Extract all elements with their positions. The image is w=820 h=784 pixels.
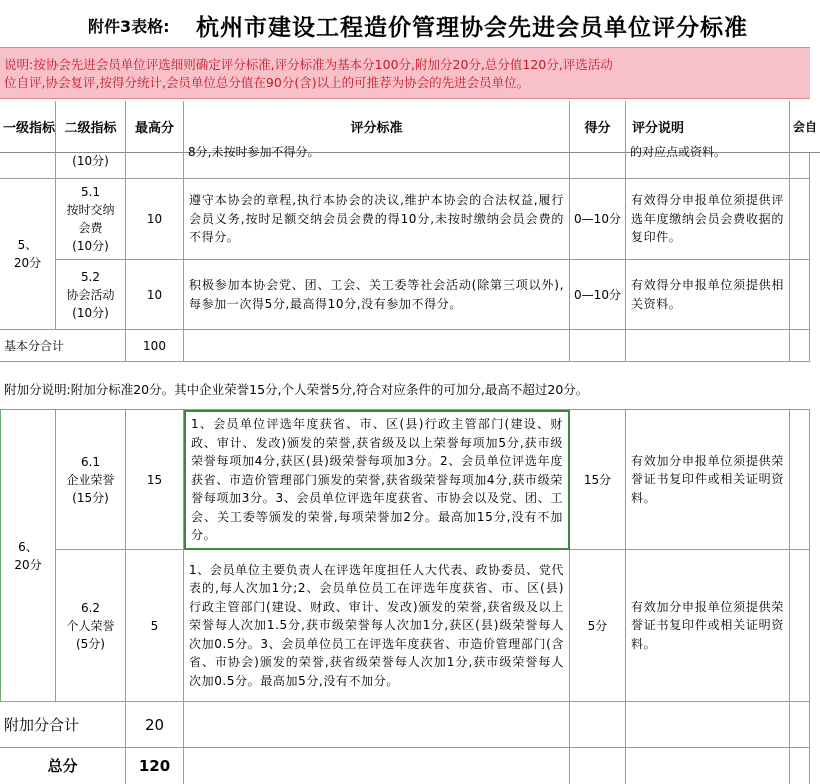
- level2-cell-6-2[interactable]: 6.2 个人荣誉 (5分): [56, 550, 126, 702]
- grand-total-criteria[interactable]: [184, 748, 570, 784]
- title-prefix: 附件3表格:: [88, 17, 170, 36]
- criteria-cell-6-1[interactable]: 1、会员单位评选年度获省、市、区(县)行政主管部门(建设、财政、审计、发改)颁发的荣誉,获省级及以上荣誉每项加5分,获市级荣誉每项加4分,获区(县)级荣誉每项加3分。2、会员单位评选年度获省、市造价管理部门颁发的荣誉,获省级荣誉每项加4分,获市级荣誉每项加3分。3、会员单位评选年度获省、市协会以及党、团、工会、关工委等颁发的荣誉,每项荣誉加2分。最高加15分,没有不加分。: [184, 410, 570, 550]
- extra-cell-6-1[interactable]: [790, 410, 810, 550]
- max-cell-6-1[interactable]: 15: [126, 410, 184, 550]
- extra-cell-5-2[interactable]: [790, 260, 810, 330]
- basic-total-extra[interactable]: [790, 330, 810, 362]
- grand-total-explain[interactable]: [626, 748, 790, 784]
- header-max-score[interactable]: 最高分: [126, 101, 184, 153]
- note-line-2: 位自评,协会复评,按得分统计,会员单位总分值在90分(含)以上的可推荐为协会的先进会员单位。: [4, 75, 530, 90]
- partial-cell-5[interactable]: [570, 153, 626, 179]
- header-level2[interactable]: 二级指标: [56, 101, 126, 153]
- explain-cell-6-1[interactable]: 有效加分申报单位须提供荣誉证书复印件或相关证明资料。: [626, 410, 790, 550]
- partial-explain-text: 的对应点或资料。: [630, 145, 727, 159]
- score-cell-6-2[interactable]: 5分: [570, 550, 626, 702]
- extra-total-value[interactable]: 20: [126, 702, 184, 748]
- score-cell-6-1[interactable]: 15分: [570, 410, 626, 550]
- grand-total-value[interactable]: 120: [126, 748, 184, 784]
- basic-total-score[interactable]: [570, 330, 626, 362]
- partial-cell-4[interactable]: [184, 145, 570, 179]
- explain-cell-5-1[interactable]: 有效得分申报单位须提供评选年度缴纳会员会费收据的复印件。: [626, 179, 790, 260]
- partial-cell-1[interactable]: [0, 153, 56, 179]
- partial-cell-7[interactable]: [790, 153, 810, 179]
- partial-level2-text: (10分): [72, 154, 109, 168]
- extra-cell-6-2[interactable]: [790, 550, 810, 702]
- basic-total-criteria[interactable]: [184, 330, 570, 362]
- note-line-1: 说明:按协会先进会员单位评选细则确定评分标准,评分标准为基本分100分,附加分20分,总分值120分,评选活动: [4, 57, 613, 72]
- basic-total-value[interactable]: 100: [126, 330, 184, 362]
- page-title: 杭州市建设工程造价管理协会先进会员单位评分标准: [196, 14, 748, 41]
- explain-cell-5-2[interactable]: 有效得分申报单位须提供相关资料。: [626, 260, 790, 330]
- score-cell-5-2[interactable]: 0—10分: [570, 260, 626, 330]
- extra-total-criteria[interactable]: [184, 702, 570, 748]
- header-extra[interactable]: 会自: [790, 101, 820, 153]
- basic-total-label[interactable]: 基本分合计: [0, 330, 126, 362]
- score-cell-5-1[interactable]: 0—10分: [570, 179, 626, 260]
- header-score[interactable]: 得分: [570, 101, 626, 153]
- max-cell-5-2[interactable]: 10: [126, 260, 184, 330]
- max-cell-5-1[interactable]: 10: [126, 179, 184, 260]
- instruction-note[interactable]: [0, 47, 810, 99]
- partial-cell-6[interactable]: [626, 145, 790, 179]
- extra-cell-5-1[interactable]: [790, 179, 810, 260]
- max-cell-6-2[interactable]: 5: [126, 550, 184, 702]
- extra-total-explain[interactable]: [626, 702, 790, 748]
- level1-cell-5[interactable]: 5、 20分: [0, 179, 56, 330]
- header-explain[interactable]: 评分说明: [626, 101, 790, 153]
- level2-cell-5-2[interactable]: 5.2 协会活动 (10分): [56, 260, 126, 330]
- level2-cell-5-1[interactable]: 5.1 按时交纳 会费 (10分): [56, 179, 126, 260]
- partial-criteria-text: 8分,未按时参加不得分。: [188, 145, 320, 159]
- criteria-cell-5-2[interactable]: 积极参加本协会党、团、工会、关工委等社会活动(除第三项以外),每参加一次得5分,最高得10分,没有参加不得分。: [184, 260, 570, 330]
- level1-cell-6[interactable]: 6、 20分: [0, 410, 56, 702]
- header-criteria[interactable]: 评分标准: [184, 101, 570, 153]
- level2-cell-6-1[interactable]: 6.1 企业荣誉 (15分): [56, 410, 126, 550]
- extra-total-score[interactable]: [570, 702, 626, 748]
- grand-total-label[interactable]: 总分: [0, 748, 126, 784]
- partial-cell-3[interactable]: [126, 153, 184, 179]
- document-title-bar: [0, 0, 810, 46]
- header-level1[interactable]: 一级指标: [0, 101, 56, 153]
- extra-total-extra[interactable]: [790, 702, 810, 748]
- criteria-cell-6-2[interactable]: 1、会员单位主要负责人在评选年度担任人大代表、政协委员、党代表的,每人次加1分;2、会员单位员工在评选年度获省、市、区(县)行政主管部门(建设、财政、审计、发改)颁发的荣誉,获省级及以上荣誉每人次加1.5分,获市级荣誉每人次加1分,获区(县)级荣誉每人次加0.5分。3、会员单位员工在评选年度获省、市造价管理部门(含省、市协会)颁发的荣誉,获省级荣誉每人次加1分,获市级荣誉每人次加0.5分。最高加5分,没有不加分。: [184, 550, 570, 702]
- extra-total-label[interactable]: 附加分合计: [0, 702, 126, 748]
- grand-total-extra[interactable]: [790, 748, 810, 784]
- addition-note[interactable]: 附加分说明:附加分标准20分。其中企业荣誉15分,个人荣誉5分,符合对应条件的可加分,最高不超过20分。: [4, 382, 589, 397]
- explain-cell-6-2[interactable]: 有效加分申报单位须提供荣誉证书复印件或相关证明资料。: [626, 550, 790, 702]
- basic-total-explain[interactable]: [626, 330, 790, 362]
- grand-total-score[interactable]: [570, 748, 626, 784]
- criteria-cell-5-1[interactable]: 遵守本协会的章程,执行本协会的决议,维护本协会的合法权益,履行会员义务,按时足额交纳会员会费的得10分,未按时缴纳会员会费的不得分。: [184, 179, 570, 260]
- partial-cell-2[interactable]: [56, 153, 126, 179]
